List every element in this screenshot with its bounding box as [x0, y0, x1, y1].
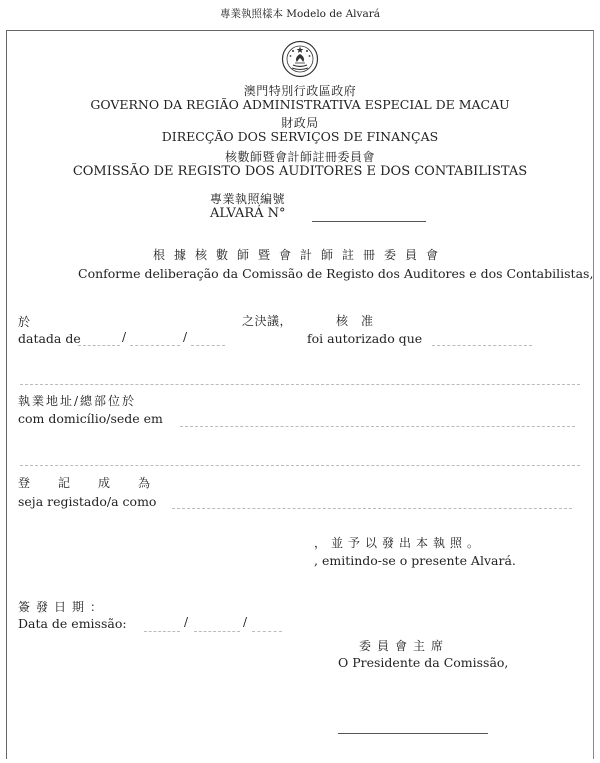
emissao-text-pt: , emitindo-se o presente Alvará. [314, 553, 516, 568]
authorized-name-field[interactable] [432, 345, 532, 346]
datada-label-pt: datada de [18, 331, 81, 346]
authorized-name-field-line2[interactable] [20, 384, 580, 385]
alvara-number-label-pt: ALVARÁ N° [210, 206, 286, 221]
date-separator: / [243, 615, 248, 629]
commission-name-pt: COMISSÃO DE REGISTO DOS AUDITORES E DOS CONTABILISTAS [72, 164, 528, 179]
domicilio-label-pt: com domicílio/sede em [18, 411, 163, 426]
department-name-pt: DIRECÇÃO DOS SERVIÇOS DE FINANÇAS [161, 129, 439, 144]
date-separator: / [183, 330, 188, 344]
registo-label-pt: seja registado/a como [18, 494, 157, 509]
date-separator: / [122, 330, 127, 344]
data-emissao-label-zh: 簽發日期： [18, 600, 109, 614]
president-signature-line[interactable] [338, 733, 488, 734]
government-name-pt: GOVERNO DA REGIÃO ADMINISTRATIVA ESPECIAL DE MACAU [90, 97, 510, 112]
decisao-label-zh: 之決議， [242, 314, 293, 328]
address-field[interactable] [180, 426, 575, 427]
date-separator: / [184, 615, 189, 629]
conforme-text-zh: 根據核數師暨會計師註冊委員會 [152, 248, 447, 262]
presidente-label-zh: 委員會主席 [359, 639, 450, 653]
issue-year-field[interactable] [252, 631, 282, 632]
decision-year-field[interactable] [191, 345, 225, 346]
document-caption: 專業執照樣本 Modelo de Alvará [219, 8, 381, 20]
aprovado-label-zh: 核 准 [336, 314, 374, 328]
decision-day-field[interactable] [78, 345, 120, 346]
government-name-zh: 澳門特別行政區政府 [243, 84, 357, 98]
conforme-text-pt: Conforme deliberação da Comissão de Registo dos Auditores e dos Contabilistas, [78, 266, 594, 281]
alvara-number-field[interactable] [312, 221, 426, 222]
macau-emblem-icon [281, 40, 319, 78]
decision-month-field[interactable] [130, 345, 180, 346]
department-name-zh: 財政局 [281, 116, 319, 130]
commission-name-zh: 核數師暨會計師註冊委員會 [224, 150, 375, 164]
issue-month-field[interactable] [194, 631, 240, 632]
data-emissao-label-pt: Data de emissão: [18, 616, 127, 631]
emissao-text-zh: ，並予以發出本執照。 [314, 536, 485, 550]
issue-day-field[interactable] [144, 631, 180, 632]
datada-label-zh: 於 [18, 315, 31, 329]
autorizado-label-pt: foi autorizado que [307, 331, 423, 346]
registration-category-field[interactable] [172, 508, 572, 509]
domicilio-label-zh: 執業地址/總部位於 [18, 394, 137, 408]
address-field-line2[interactable] [20, 465, 580, 466]
registo-label-zh: 登 記 成 為 [18, 476, 159, 490]
alvara-number-label-zh: 專業執照編號 [210, 192, 286, 206]
presidente-label-pt: O Presidente da Comissão, [338, 655, 509, 670]
